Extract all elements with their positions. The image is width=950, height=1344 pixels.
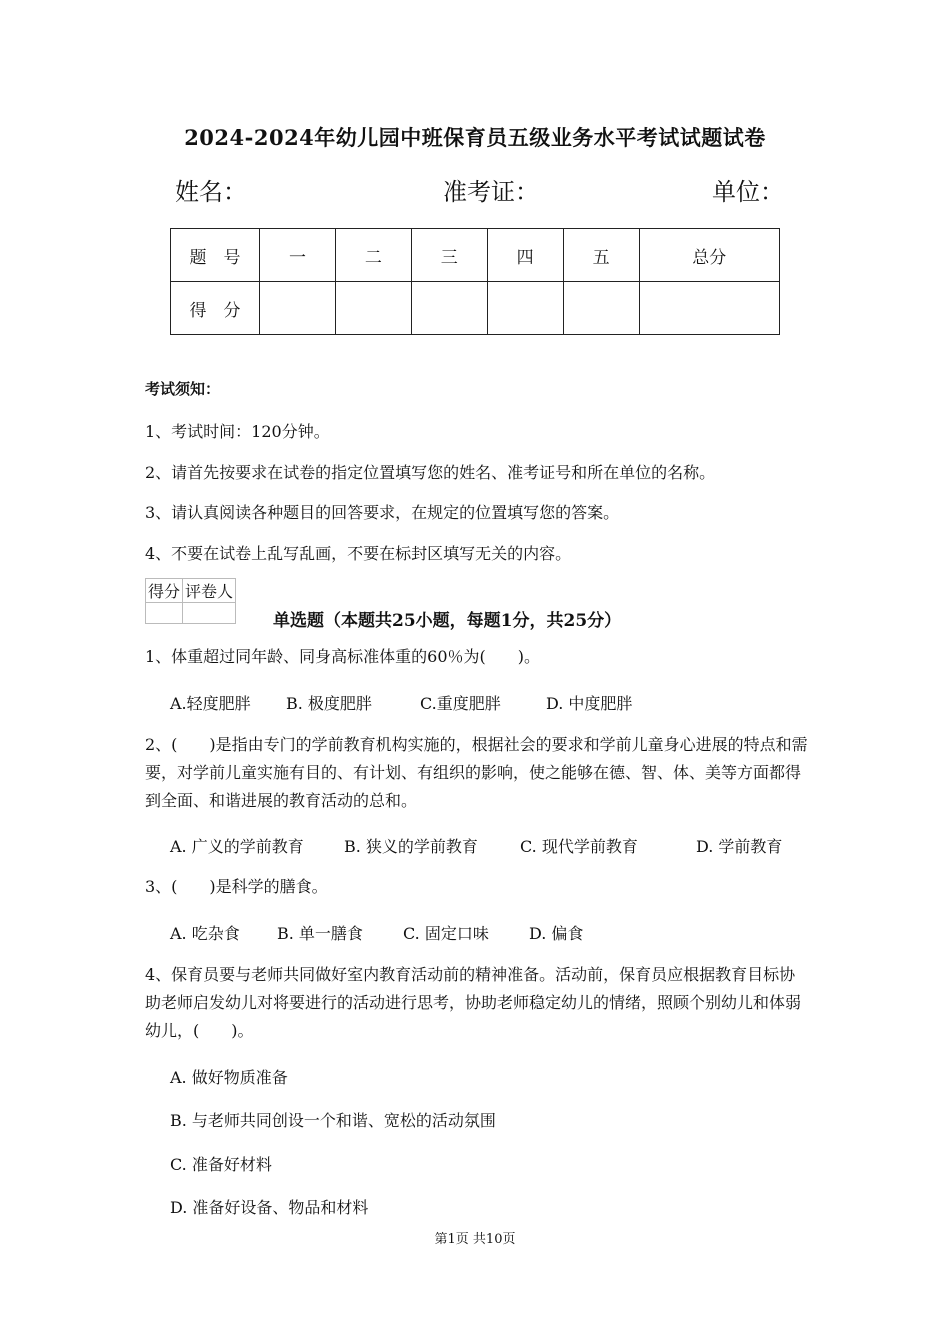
question-3-option-c: C. 固定口味 [403,924,489,943]
question-3-option-d: D. 偏食 [529,924,584,943]
score-header-cell: 五 [563,229,639,282]
question-stem-3: 3、( )是科学的膳食。 [145,877,328,896]
score-cell[interactable] [487,282,563,335]
notice-item: 3、请认真阅读各种题目的回答要求，在规定的位置填写您的答案。 [145,503,620,522]
question-1-option-b: B. 极度肥胖 [286,694,372,713]
question-2-option-b: B. 狭义的学前教育 [344,837,478,856]
question-4-option-d: D. 准备好设备、物品和材料 [170,1198,369,1217]
name-field-label: 姓名： [175,178,247,206]
question-2-option-c: C. 现代学前教育 [520,837,638,856]
score-header-cell: 二 [335,229,411,282]
notice-item: 4、不要在试卷上乱写乱画，不要在标封区填写无关的内容。 [145,544,572,563]
question-4-option-b: B. 与老师共同创设一个和谐、宽松的活动氛围 [170,1111,496,1130]
score-cell[interactable] [411,282,487,335]
score-cell[interactable] [563,282,639,335]
grader-score-cell[interactable] [146,603,183,624]
question-4-option-a: A. 做好物质准备 [170,1068,288,1087]
grader-box [145,578,236,624]
notice-heading: 考试须知： [145,380,221,398]
score-header-cell: 三 [411,229,487,282]
question-2-option-d: D. 学前教育 [696,837,783,856]
score-cell[interactable] [335,282,411,335]
unit-field-label: 单位： [712,178,784,206]
question-stem-1: 1、体重超过同年龄、同身高标准体重的60％为( )。 [145,647,541,666]
question-stem-4: 4、保育员要与老师共同做好室内教育活动前的精神准备。活动前，保育员应根据教育目标协助老师启发幼儿对将要进行的活动进行思考，协助老师稳定幼儿的情绪，照顾个别幼儿和体弱幼儿，( )。 [145,965,802,1040]
score-header-cell: 总分 [639,229,779,282]
grader-score-label: 得分 [146,579,183,603]
score-header-cell: 一 [260,229,336,282]
score-row-label: 得 分 [171,282,260,335]
question-1-option-c: C.重度肥胖 [420,694,501,713]
question-3-option-a: A. 吃杂食 [170,924,240,943]
question-1-option-d: D. 中度肥胖 [546,694,633,713]
notice-item: 1、考试时间：120分钟。 [145,422,330,441]
score-cell[interactable] [260,282,336,335]
exam-id-field-label: 准考证： [443,178,539,206]
question-2-option-a: A. 广义的学前教育 [170,837,304,856]
grader-name-label: 评卷人 [183,579,236,603]
question-3-option-b: B. 单一膳食 [277,924,363,943]
section-title: 单选题（本题共25小题，每题1分，共25分） [273,611,622,631]
question-4-option-c: C. 准备好材料 [170,1155,272,1174]
question-1-option-a: A.轻度肥胖 [170,694,251,713]
notice-item: 2、请首先按要求在试卷的指定位置填写您的姓名、准考证号和所在单位的名称。 [145,463,716,482]
score-table [170,228,780,335]
question-stem-2: 2、( )是指由专门的学前教育机构实施的，根据社会的要求和学前儿童身心进展的特点和需要，对学前儿童实施有目的、有计划、有组织的影响，使之能够在德、智、体、美等方面都得到全面、和谐进展的教育活动的总和。 [145,735,808,810]
score-table-score-row [171,282,780,335]
grader-name-cell[interactable] [183,603,236,624]
score-header-cell: 四 [487,229,563,282]
score-header-cell: 题 号 [171,229,260,282]
page-footer: 第1页 共10页 [434,1232,516,1247]
score-table-header-row [171,229,780,282]
score-cell[interactable] [639,282,779,335]
page-title: 2024-2024年幼儿园中班保育员五级业务水平考试试题试卷 [184,125,766,150]
